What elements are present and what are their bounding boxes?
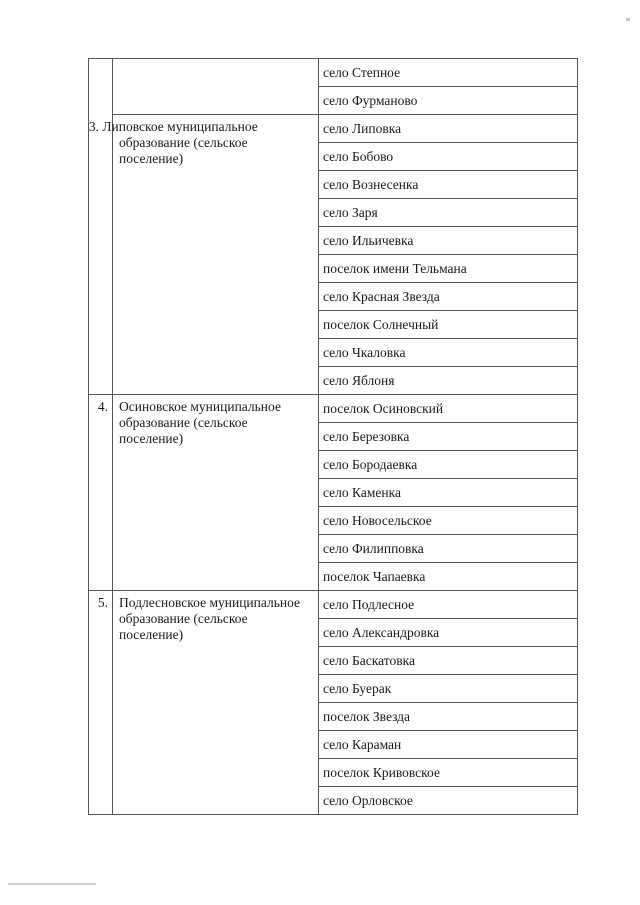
locality-cell: село Красная Звезда bbox=[319, 283, 578, 311]
locality-cell: село Бобово bbox=[319, 143, 578, 171]
locality-cell: село Филипповка bbox=[319, 535, 578, 563]
unit-name: Подлесновское муниципальное образование (сельское поселение) bbox=[113, 591, 319, 815]
unit-number: 5. bbox=[89, 591, 113, 815]
locality-cell: поселок Кривовское bbox=[319, 759, 578, 787]
locality-cell: село Баскатовка bbox=[319, 647, 578, 675]
locality-cell: поселок Солнечный bbox=[319, 311, 578, 339]
locality-cell: село Александровка bbox=[319, 619, 578, 647]
locality-cell: село Караман bbox=[319, 731, 578, 759]
table-row bbox=[89, 115, 578, 143]
locality-cell: село Липовка bbox=[319, 115, 578, 143]
unit-number: 4. bbox=[89, 395, 113, 591]
municipal-units-table bbox=[88, 58, 578, 815]
locality-cell: село Бородаевка bbox=[319, 451, 578, 479]
unit-name: Липовское муниципальное образование (сельское поселение) bbox=[102, 119, 258, 166]
locality-cell: село Чкаловка bbox=[319, 339, 578, 367]
locality-cell: село Фурманово bbox=[319, 87, 578, 115]
locality-cell: село Яблоня bbox=[319, 367, 578, 395]
table-row bbox=[89, 59, 578, 87]
locality-cell: поселок Чапаевка bbox=[319, 563, 578, 591]
unit-name-cell bbox=[113, 59, 319, 115]
unit-name-cell bbox=[88, 115, 319, 395]
locality-cell: село Степное bbox=[319, 59, 578, 87]
scan-corner-mark bbox=[626, 18, 630, 21]
scan-margin-mark bbox=[8, 883, 96, 885]
locality-cell: село Заря bbox=[319, 199, 578, 227]
table-row bbox=[89, 395, 578, 423]
table-row bbox=[89, 591, 578, 619]
unit-number: 3. bbox=[88, 119, 99, 134]
locality-cell: село Орловское bbox=[319, 787, 578, 815]
locality-cell: поселок Осиновский bbox=[319, 395, 578, 423]
unit-number-cell bbox=[89, 59, 113, 395]
unit-name: Осиновское муниципальное образование (сельское поселение) bbox=[113, 395, 319, 591]
locality-cell: поселок Звезда bbox=[319, 703, 578, 731]
locality-cell: село Новосельское bbox=[319, 507, 578, 535]
locality-cell: село Буерак bbox=[319, 675, 578, 703]
locality-cell: поселок имени Тельмана bbox=[319, 255, 578, 283]
locality-cell: село Березовка bbox=[319, 423, 578, 451]
locality-cell: село Ильичевка bbox=[319, 227, 578, 255]
locality-cell: село Вознесенка bbox=[319, 171, 578, 199]
locality-cell: село Подлесное bbox=[319, 591, 578, 619]
locality-cell: село Каменка bbox=[319, 479, 578, 507]
